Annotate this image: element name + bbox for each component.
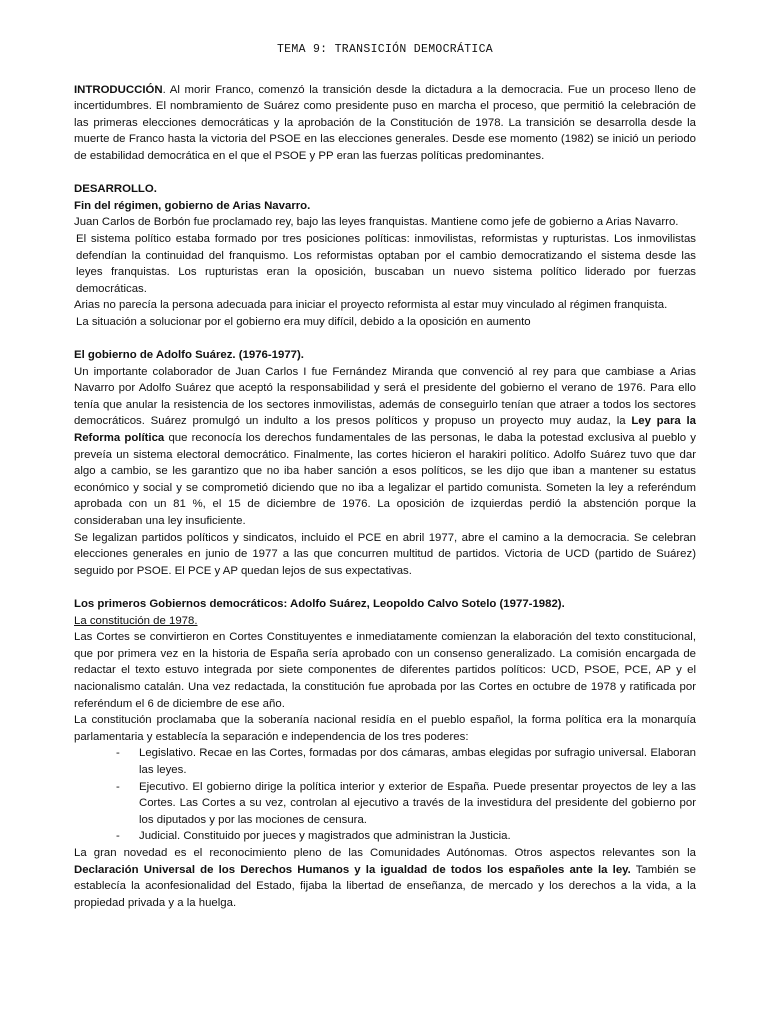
section3-paragraph-3 <box>74 845 696 911</box>
list-item-text: Ejecutivo. El gobierno dirige la política interior y exterior de España. Puede presentar proyectos de ley a las Cortes. Las Cortes a su vez, controlan al ejecutivo a través de la investidura del presidente del gobierno por los diputados y por las mociones de censura. <box>139 780 696 826</box>
section3-p3-text-a: La gran novedad es el reconocimiento pleno de las Comunidades Autónomas. Otros aspectos relevantes son la <box>74 846 696 859</box>
intro-heading: INTRODUCCIÓN <box>74 83 163 96</box>
intro-text: . Al morir Franco, comenzó la transición desde la dictadura a la democracia. Fue un proceso lleno de incertidumbres. El nombramiento de Suárez como presidente puso en marcha el proceso, que permitió la celebración de las primeras elecciones democráticas y la aprobación de la Constitución de 1978. La transición se desarrolla desde la muerte de Franco hasta la victoria del PSOE en las elecciones generales. Desde ese momento (1982) se inició un periodo de estabilidad democrática en el que el PSOE y PP eran las fuerzas políticas predominantes. <box>74 83 696 162</box>
section3-paragraph-1: Las Cortes se convirtieron en Cortes Constituyentes e inmediatamente comienzan la elaboración del texto constitucional, que por primera vez en la historia de España sería aprobado con un consenso generalizado. La comisión encargada de redactar el texto estuvo integrada por siete componentes de diferentes partidos políticos: UCD, PSOE, PCE, AP y el nacionalismo catalán. Una vez redactada, la constitución fue aprobada por las Cortes en octubre de 1978 y ratificada por referéndum el 6 de diciembre de ese año. <box>74 631 696 710</box>
section3-heading: Los primeros Gobiernos democráticos: Adolfo Suárez, Leopoldo Calvo Sotelo (1977-1982). <box>74 598 565 610</box>
section2-p1-text-a: Un importante colaborador de Juan Carlos I fue Fernández Miranda que convenció al rey para que cambiase a Arias Navarro por Adolfo Suárez que aceptó la responsabilidad y será el presidente del gobierno el verano de 1976. Para ello tenía que anular la resistencia de los sectores inmovilistas, además de conseguirlo tenían que atraer a todos los sectores democráticos. Suárez promulgó un indulto a los presos políticos y propuso un proyecto muy audaz, la <box>74 365 696 428</box>
section2-paragraph-1 <box>74 364 696 530</box>
section1-paragraph-1: Juan Carlos de Borbón fue proclamado rey, bajo las leyes franquistas. Mantiene como jefe de gobierno a Arias Navarro. <box>74 216 679 229</box>
list-dash: - <box>116 780 120 793</box>
list-item <box>74 779 696 829</box>
desarrollo-heading: DESARROLLO. <box>74 183 157 196</box>
section1-paragraph-3: Arias no parecía la persona adecuada para iniciar el proyecto reformista al estar muy vinculado al régimen franquista. <box>74 299 668 312</box>
list-item <box>74 828 696 845</box>
section2-paragraph-2: Se legalizan partidos políticos y sindicatos, incluido el PCE en abril 1977, abre el camino a la democracia. Se celebran elecciones generales en junio de 1977 a las que concurren multitud de partidos. Victoria de UCD (partido de Suárez) seguido por PSOE. El PCE y AP quedan lejos de sus expectativas. <box>74 531 696 577</box>
section1-paragraph-2: El sistema político estaba formado por tres posiciones políticas: inmovilistas, reformistas y rupturistas. Los inmovilistas defendían la continuidad del franquismo. Los reformistas optaban por el cambio democratizando el sistema desde las leyes franquistas. Los rupturistas eran la oposición, buscaban un nuevo sistema político liderado por fuerzas democráticas. <box>76 232 696 295</box>
section2-p1-text-b: que reconocía los derechos fundamentales de las personas, le daba la potestad exclusiva al pueblo y preveía un sistema electoral democrático. Finalmente, las cortes hicieron el harakiri político. Adolfo Suárez tuvo que dar algo a cambio, se les garantizo que no iba haber sanción a esos políticos, se les dijo que iban a mantener su estatus económico y social y se comprometió diciendo que no iba a legalizar el partido comunista. Someten la ley a referéndum aprobada con un 81 %, el 15 de diciembre de 1976. La oposición de izquierdas perdió la abstención porque la consideraban una ley insuficiente. <box>74 432 696 528</box>
section1-paragraph-4: La situación a solucionar por el gobierno era muy difícil, debido a la oposición en aumento <box>76 315 531 328</box>
ley-reforma-politica: Ley para la Reforma política <box>74 415 696 445</box>
section2-heading: El gobierno de Adolfo Suárez. (1976-1977). <box>74 349 304 362</box>
section1-heading: Fin del régimen, gobierno de Arias Navarro. <box>74 199 311 212</box>
list-dash: - <box>116 830 120 843</box>
intro-paragraph <box>74 82 696 165</box>
page-title: TEMA 9: TRANSICIÓN DEMOCRÁTICA <box>276 43 494 56</box>
list-item-text: Judicial. Constituido por jueces y magistrados que administran la Justicia. <box>139 830 511 843</box>
list-item <box>74 745 696 778</box>
declaracion-derechos: Declaración Universal de los Derechos Humanos y la igualdad de todos los españoles ante la ley. <box>74 863 631 876</box>
constitucion-subheading: La constitución de 1978. <box>74 614 198 627</box>
section3-p3-text-b: También se establecía la aconfesionalidad del Estado, fijaba la libertad de enseñanza, de mercado y los derechos a la vida, a la propiedad privada y a la huelga. <box>74 863 696 909</box>
section3-subheading <box>74 613 696 630</box>
list-dash: - <box>116 747 120 760</box>
poderes-list <box>74 745 696 845</box>
section3-paragraph-2: La constitución proclamaba que la soberanía nacional residía en el pueblo español, la forma política era la monarquía parlamentaria y establecía la separación e independencia de los tres poderes: <box>74 714 696 743</box>
list-item-text: Legislativo. Recae en las Cortes, formadas por dos cámaras, ambas elegidas por sufragio universal. Elaboran las leyes. <box>139 747 696 776</box>
